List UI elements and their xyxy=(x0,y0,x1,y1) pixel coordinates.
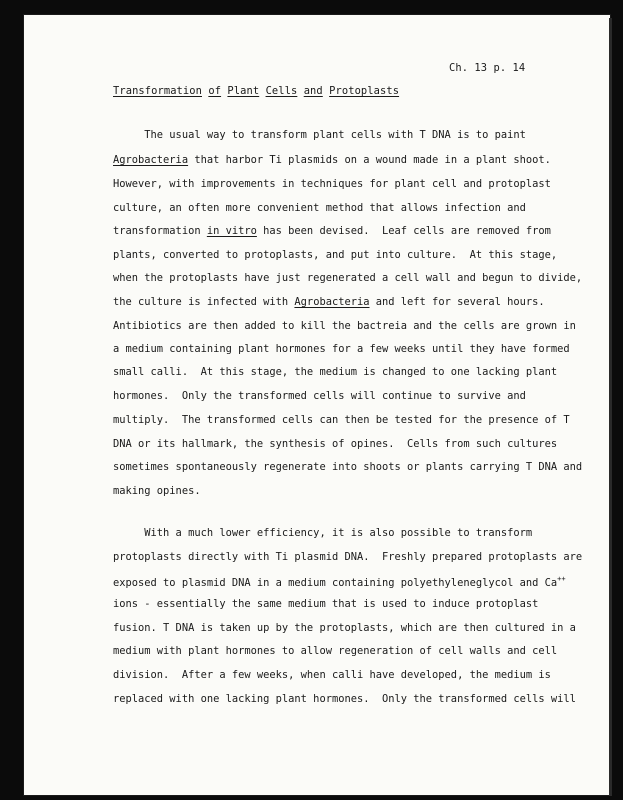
text-span: the culture is infected with xyxy=(113,296,295,308)
title-word: Protoplasts xyxy=(329,85,400,97)
text-line: sometimes spontaneously regenerate into shoots or plants carrying T DNA and xyxy=(113,461,583,473)
italic-term: in vitro xyxy=(206,225,257,237)
text-line: DNA or its hallmark, the synthesis of opines. Cells from such cultures xyxy=(113,438,558,450)
text-line: culture, an often more convenient method that allows infection and xyxy=(113,202,526,214)
text-line: plants, converted to protoplasts, and put into culture. At this stage, xyxy=(113,249,558,261)
text-line: hormones. Only the transformed cells will continue to survive and xyxy=(113,390,526,402)
text-line: fusion. T DNA is taken up by the protoplasts, which are then cultured in a xyxy=(113,622,576,634)
text-line: a medium containing plant hormones for a few weeks until they have formed xyxy=(113,343,570,355)
section-title xyxy=(113,85,399,97)
title-word: Transformation xyxy=(113,85,202,97)
text-line: With a much lower efficiency, it is also possible to transform xyxy=(113,527,533,539)
text-line xyxy=(113,154,551,166)
text-line: making opines. xyxy=(113,485,201,497)
title-word: Cells xyxy=(265,85,298,97)
text-line: multiply. The transformed cells can then be tested for the presence of T xyxy=(113,414,570,426)
title-word: and xyxy=(303,85,323,97)
text-line: medium with plant hormones to allow regeneration of cell walls and cell xyxy=(113,645,558,657)
text-span: exposed to plasmid DNA in a medium containing polyethyleneglycol and Ca xyxy=(113,577,558,589)
text-line: The usual way to transform plant cells with T DNA is to paint xyxy=(113,129,526,141)
title-word: Plant xyxy=(227,85,260,97)
text-line xyxy=(113,575,566,589)
text-line: division. After a few weeks, when calli have developed, the medium is xyxy=(113,669,551,681)
text-line xyxy=(113,225,551,237)
text-line: However, with improvements in techniques for plant cell and protoplast xyxy=(113,178,551,190)
superscript: ++ xyxy=(557,575,566,583)
text-line: protoplasts directly with Ti plasmid DNA. Freshly prepared protoplasts are xyxy=(113,551,583,563)
text-span: that harbor Ti plasmids on a wound made in a plant shoot. xyxy=(188,154,551,166)
text-span: and left for several hours. xyxy=(369,296,545,308)
text-line: small calli. At this stage, the medium is changed to one lacking plant xyxy=(113,366,558,378)
text-line: Antibiotics are then added to kill the bactreia and the cells are grown in xyxy=(113,320,576,332)
page-edge-shadow xyxy=(609,18,612,796)
italic-term: Agrobacteria xyxy=(294,296,370,308)
text-span: has been devised. Leaf cells are removed from xyxy=(256,225,551,237)
text-line: ions - essentially the same medium that is used to induce protoplast xyxy=(113,598,539,610)
text-span: transformation xyxy=(113,225,207,237)
italic-term: Agrobacteria xyxy=(113,154,189,166)
text-line: replaced with one lacking plant hormones. Only the transformed cells will xyxy=(113,693,576,705)
text-line: when the protoplasts have just regenerated a cell wall and begun to divide, xyxy=(113,272,583,284)
page-number: Ch. 13 p. 14 xyxy=(449,62,526,74)
title-word: of xyxy=(208,85,222,97)
text-line xyxy=(113,296,545,308)
